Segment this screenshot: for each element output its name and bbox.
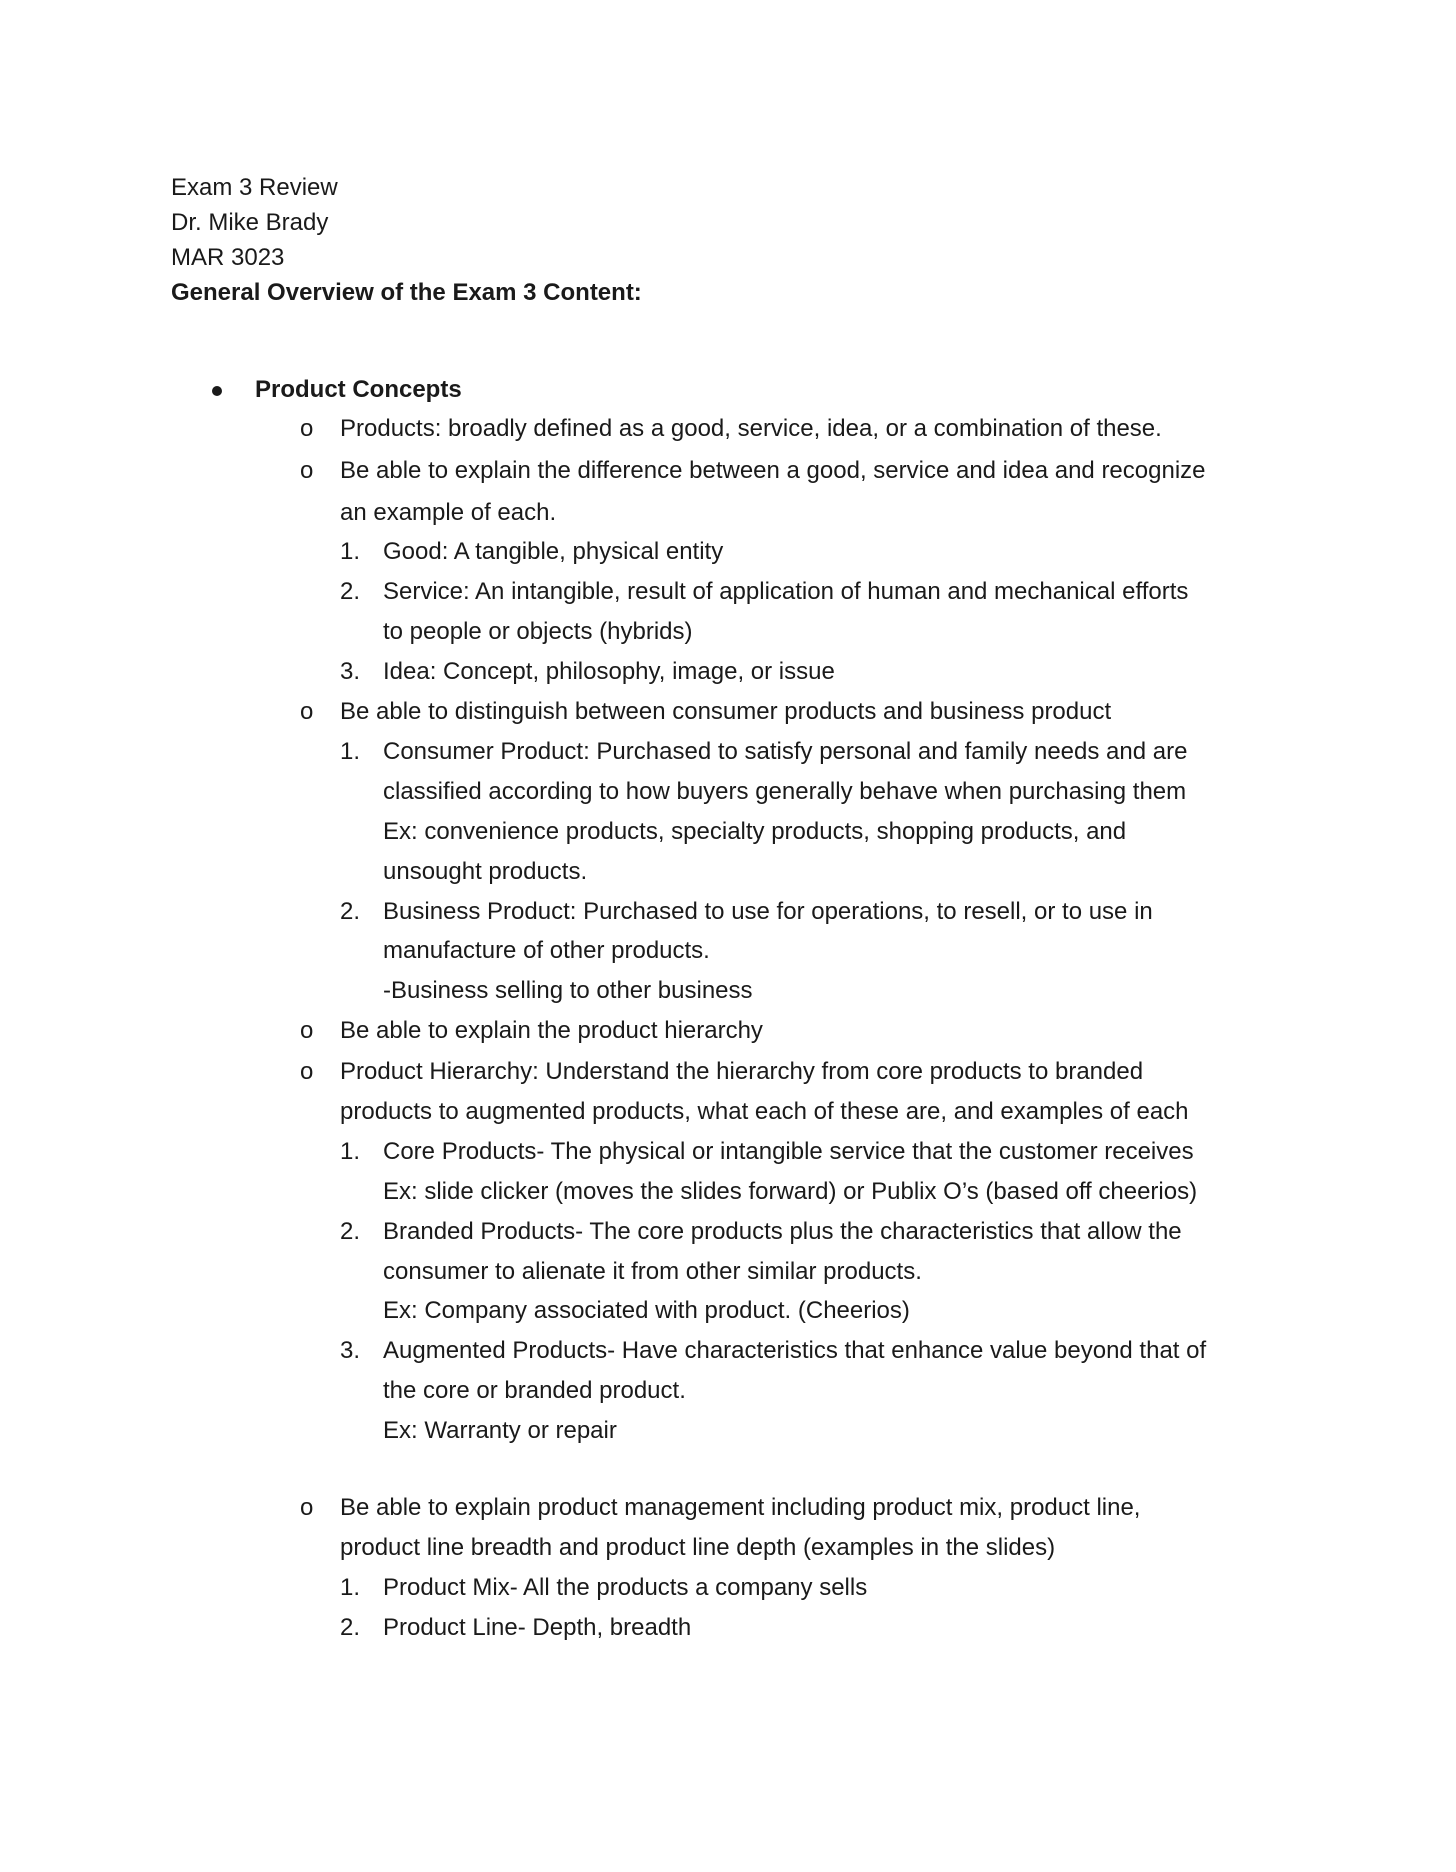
list-item: to people or objects (hybrids) (383, 618, 693, 645)
list-item: Ex: convenience products, specialty products, shopping products, and (383, 818, 1127, 845)
list-item: Ex: slide clicker (moves the slides forward) or Publix O’s (based off cheerios) (383, 1178, 1198, 1205)
list-number: 1. (340, 538, 361, 565)
list-item: Branded Products- The core products plus the characteristics that allow the (383, 1218, 1182, 1245)
list-item: Business Product: Purchased to use for operations, to resell, or to use in (383, 898, 1153, 925)
list-item: Ex: Company associated with product. (Cheerios) (383, 1297, 910, 1324)
list-item: consumer to alienate it from other similar products. (383, 1258, 922, 1285)
list-number: 2. (340, 1614, 361, 1641)
sub-bullet-marker: o (300, 415, 314, 442)
list-number: 3. (340, 658, 361, 685)
list-item: the core or branded product. (383, 1377, 686, 1404)
overview-heading: General Overview of the Exam 3 Content: (171, 279, 642, 306)
bullet-icon (212, 386, 222, 396)
list-item: Augmented Products- Have characteristics that enhance value beyond that of (383, 1337, 1207, 1364)
section-title: Product Concepts (255, 376, 462, 403)
list-item: Be able to explain the product hierarchy (340, 1017, 763, 1044)
list-item: Be able to explain the difference between a good, service and idea and recognize (340, 457, 1206, 484)
list-item: Idea: Concept, philosophy, image, or issue (383, 658, 835, 685)
list-item: Good: A tangible, physical entity (383, 538, 724, 565)
list-number: 2. (340, 578, 361, 605)
list-item: manufacture of other products. (383, 937, 710, 964)
list-item: Be able to distinguish between consumer products and business product (340, 698, 1112, 725)
list-item: unsought products. (383, 858, 588, 885)
list-item: Products: broadly defined as a good, service, idea, or a combination of these. (340, 415, 1162, 442)
exam-title: Exam 3 Review (171, 174, 338, 201)
document-header (171, 170, 642, 310)
list-item: Ex: Warranty or repair (383, 1417, 617, 1444)
list-item: -Business selling to other business (383, 977, 753, 1004)
list-item: product line breadth and product line depth (examples in the slides) (340, 1534, 1056, 1561)
list-item: Product Hierarchy: Understand the hierarchy from core products to branded (340, 1058, 1144, 1085)
sub-bullet-marker: o (300, 1494, 314, 1521)
list-number: 1. (340, 1574, 361, 1601)
list-number: 1. (340, 1138, 361, 1165)
list-item: Be able to explain product management including product mix, product line, (340, 1494, 1141, 1521)
sub-bullet-marker: o (300, 457, 314, 484)
list-item: Product Mix- All the products a company sells (383, 1574, 868, 1601)
sub-bullet-marker: o (300, 1058, 314, 1085)
list-item: Core Products- The physical or intangible service that the customer receives (383, 1138, 1194, 1165)
list-number: 2. (340, 898, 361, 925)
list-number: 2. (340, 1218, 361, 1245)
list-item: classified according to how buyers generally behave when purchasing them (383, 778, 1187, 805)
sub-bullet-marker: o (300, 698, 314, 725)
course-code: MAR 3023 (171, 244, 285, 271)
list-item: Product Line- Depth, breadth (383, 1614, 692, 1641)
sub-bullet-marker: o (300, 1017, 314, 1044)
list-number: 1. (340, 738, 361, 765)
list-number: 3. (340, 1337, 361, 1364)
list-item: Consumer Product: Purchased to satisfy personal and family needs and are (383, 738, 1188, 765)
instructor-name: Dr. Mike Brady (171, 209, 329, 236)
list-item: products to augmented products, what each of these are, and examples of each (340, 1098, 1189, 1125)
list-item: Service: An intangible, result of application of human and mechanical efforts (383, 578, 1189, 605)
list-item: an example of each. (340, 499, 557, 526)
